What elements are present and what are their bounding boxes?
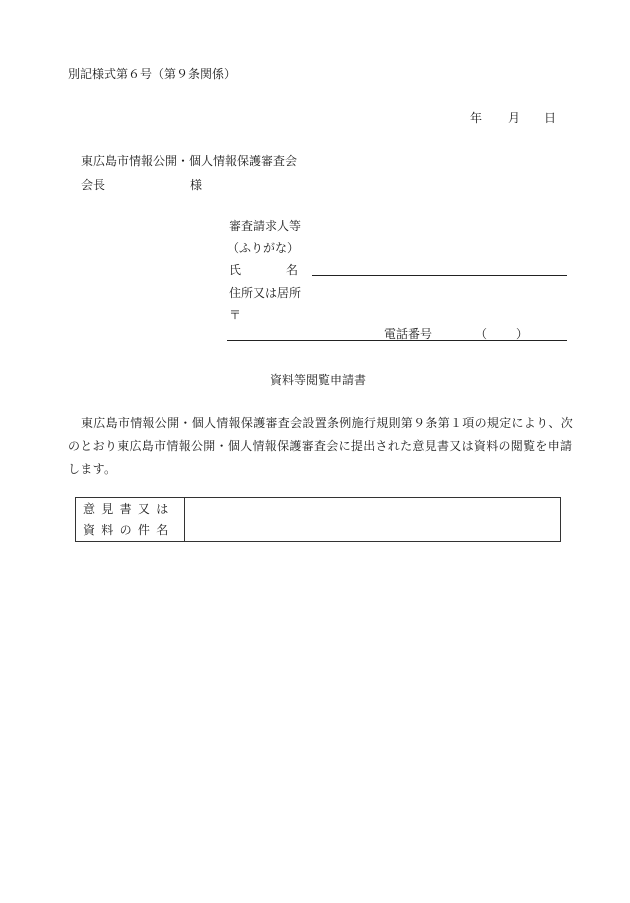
name-label-second: 名 xyxy=(286,263,299,277)
addressee-organization: 東広島市情報公開・個人情報保護審査会 xyxy=(81,154,298,168)
addressee-title: 会長 xyxy=(81,178,106,192)
document-title: 資料等閲覧申請書 xyxy=(270,373,367,387)
form-number: 別記様式第６号（第９条関係） xyxy=(68,67,237,81)
phone-paren-open: （ xyxy=(475,327,488,341)
addressee-honorific: 様 xyxy=(190,178,203,192)
name-label-first: 氏 xyxy=(229,263,242,277)
furigana-label: （ふりがな） xyxy=(227,241,300,255)
name-field-line[interactable] xyxy=(312,275,567,276)
phone-paren-close: ） xyxy=(516,327,529,341)
subject-label-cell xyxy=(76,498,185,542)
subject-table xyxy=(75,497,561,542)
subject-label-line-1: 意見書又は xyxy=(83,501,175,516)
date-year-label: 年 xyxy=(470,111,483,125)
requester-heading: 審査請求人等 xyxy=(229,219,302,233)
postal-mark: 〒 xyxy=(229,308,242,322)
address-phone-field-line[interactable] xyxy=(227,340,567,341)
body-text: 東広島市情報公開・個人情報保護審査会設置条例施行規則第９条第１項の規定により、次のとおり東広島市情報公開・個人情報保護審査会に提出された意見書又は資料の閲覧を申請します。 xyxy=(68,416,574,476)
date-month-label: 月 xyxy=(508,111,521,125)
date-day-label: 日 xyxy=(544,111,557,125)
subject-value-field[interactable] xyxy=(185,498,561,542)
address-label: 住所又は居所 xyxy=(229,286,302,300)
phone-label: 電話番号 xyxy=(384,327,433,341)
subject-label-line-2: 資料の件名 xyxy=(83,522,175,537)
